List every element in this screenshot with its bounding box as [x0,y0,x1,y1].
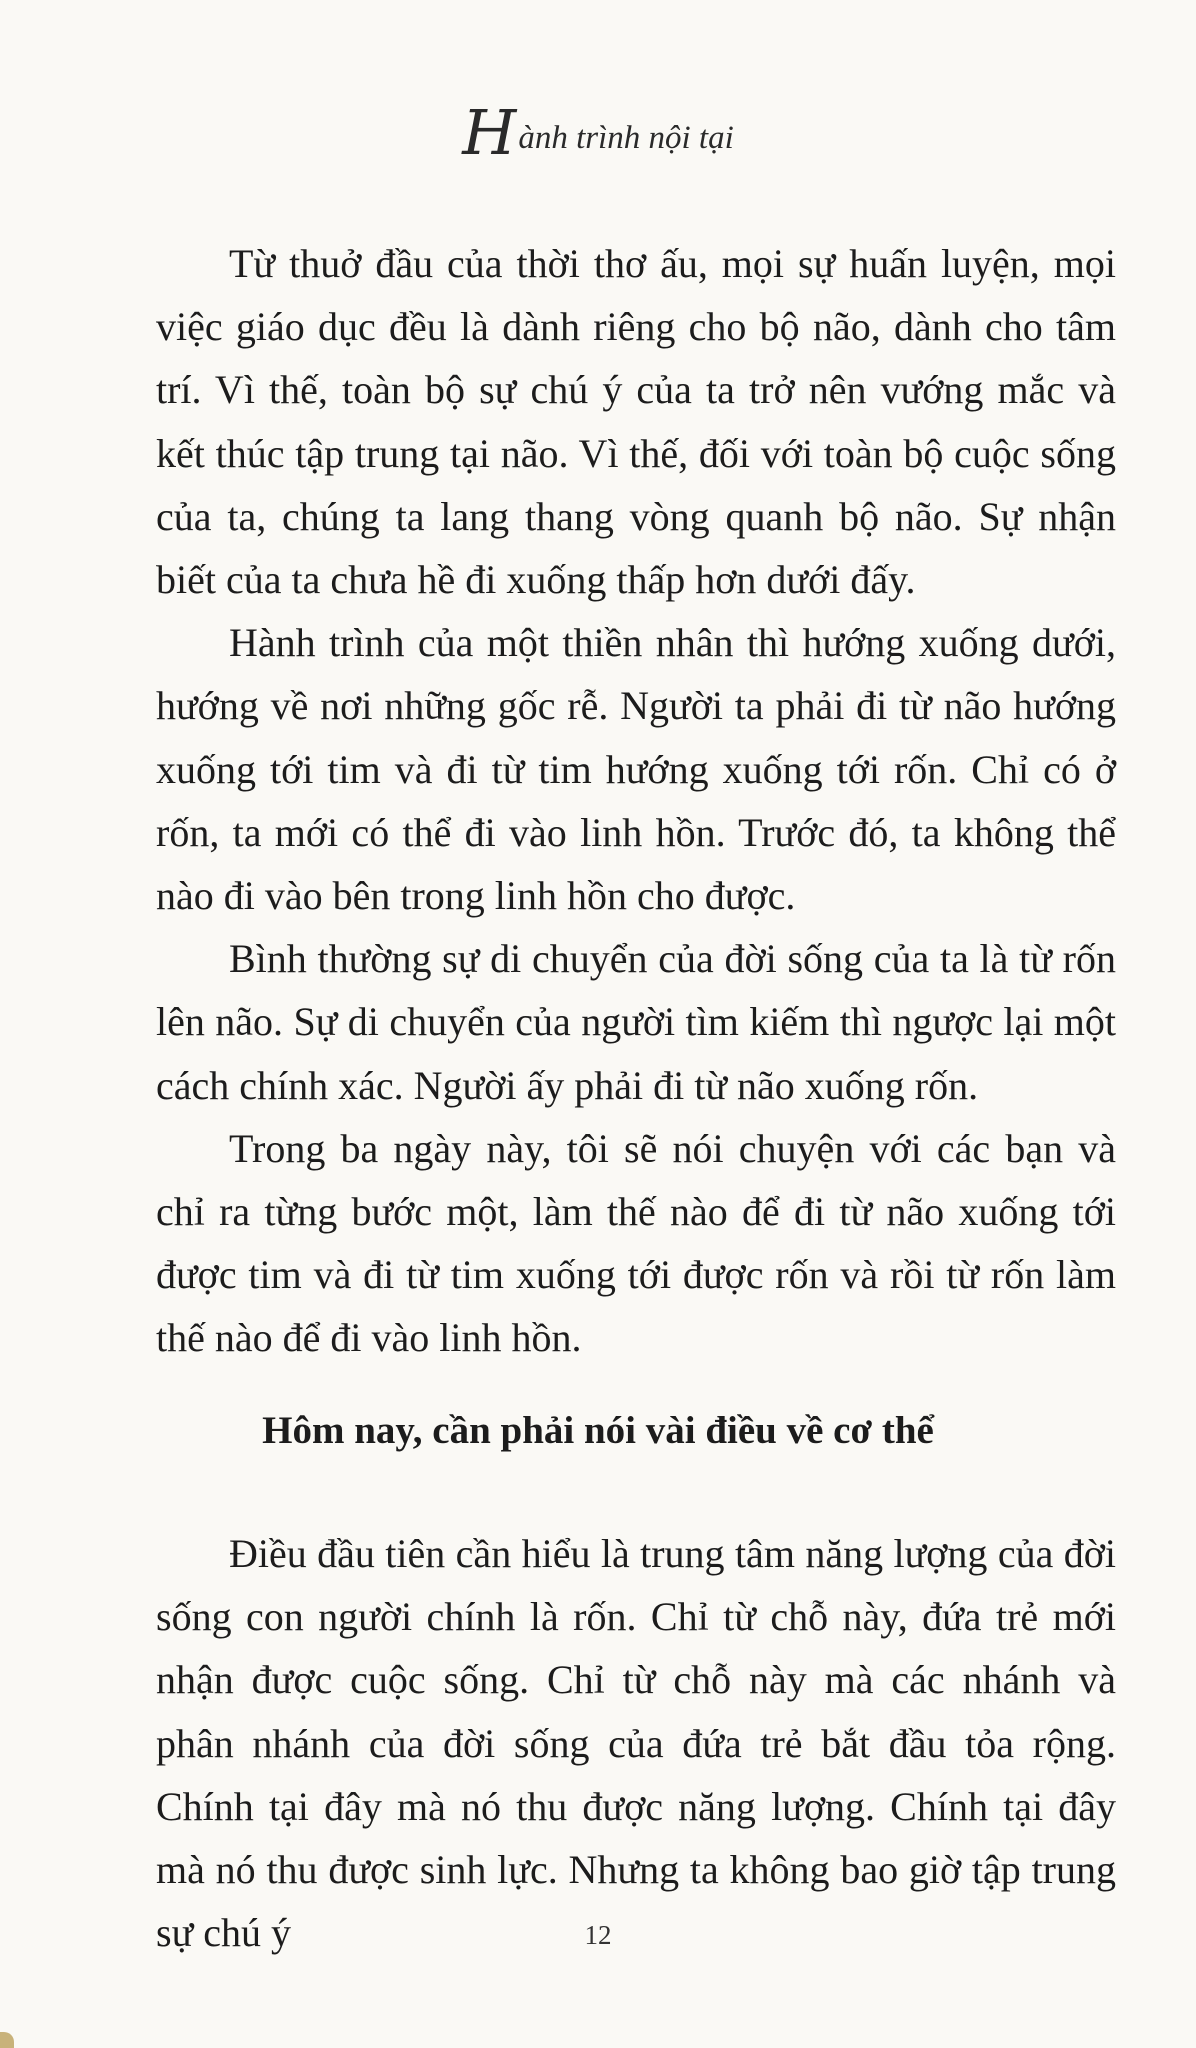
header-title: ành trình nội tại [518,120,734,156]
header-decorative-initial: H [462,96,517,169]
section-subheading: Hôm nay, cần phải nói vài điều về cơ thể [262,1409,934,1452]
running-header [0,96,1196,169]
paragraph: Hành trình của một thiền nhân thì hướng xuống dưới, hướng về nơi những gốc rễ. Người ta phải đi từ não hướng xuống tới tim và đi từ tim hướng xuống tới rốn. Chỉ có ở rốn, ta mới có thể đi vào linh hồn. Trước đó, ta không thể nào đi vào bên trong linh hồn cho được. [156,620,1116,919]
page-corner-mark [0,2032,14,2048]
paragraph: Trong ba ngày này, tôi sẽ nói chuyện với các bạn và chỉ ra từng bước một, làm thế nào để đi từ não xuống tới được tim và đi từ tim xuống tới được rốn và rồi từ rốn làm thế nào để đi vào linh hồn. [156,1125,1116,1361]
paragraph: Từ thuở đầu của thời thơ ấu, mọi sự huấn luyện, mọi việc giáo dục đều là dành riêng cho bộ não, dành cho tâm trí. Vì thế, toàn bộ sự chú ý của ta trở nên vướng mắc và kết thúc tập trung tại não. Vì thế, đối với toàn bộ cuộc sống của ta, chúng ta lang thang vòng quanh bộ não. Sự nhận biết của ta chưa hề đi xuống thấp hơn dưới đấy. [156,241,1116,603]
page-number: 12 [584,1920,612,1950]
body-text-section-2 [156,1522,1116,1964]
body-text-section-1 [156,232,1116,1370]
paragraph: Bình thường sự di chuyển của đời sống của ta là từ rốn lên não. Sự di chuyển của người tìm kiếm thì ngược lại một cách chính xác. Người ấy phải đi từ não xuống rốn. [156,936,1116,1108]
paragraph: Điều đầu tiên cần hiểu là trung tâm năng lượng của đời sống con người chính là rốn. Chỉ từ chỗ này, đứa trẻ mới nhận được cuộc sống. Chỉ từ chỗ này mà các nhánh và phân nhánh của đời sống của đứa trẻ bắt đầu tỏa rộng. Chính tại đây mà nó thu được năng lượng. Chính tại đây mà nó thu được sinh lực. Nhưng ta không bao giờ tập trung sự chú ý [156,1531,1116,1956]
